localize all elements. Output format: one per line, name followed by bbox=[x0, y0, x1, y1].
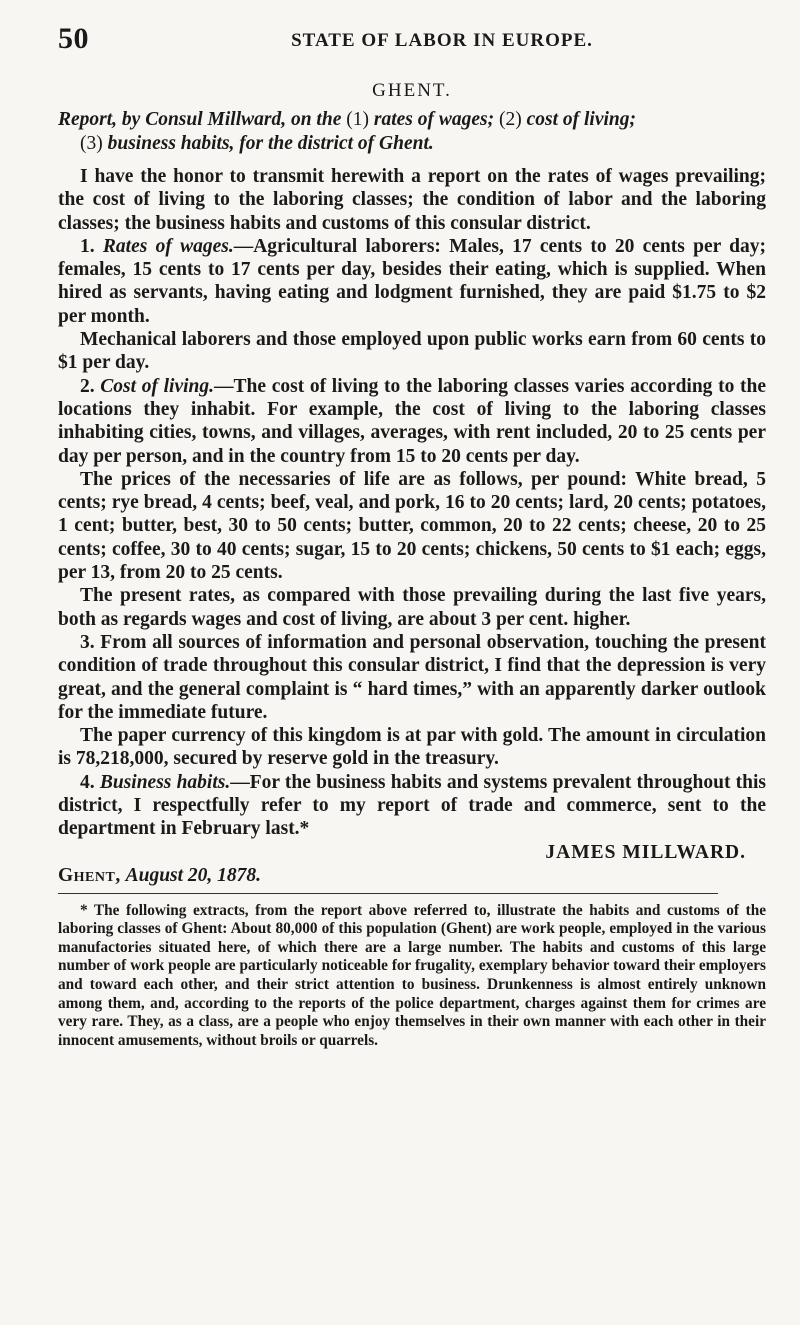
currency-paragraph: The paper currency of this kingdom is at par with gold. The amount in circulation is 78,218,000, secured by reserve gold in the treasury. bbox=[58, 725, 766, 770]
subtitle-lead: Report, by Consul Millward, on the bbox=[58, 109, 342, 130]
dateline bbox=[58, 864, 766, 887]
subtitle-item-3: business habits, for the district of Ghent. bbox=[107, 132, 434, 154]
report-body bbox=[58, 165, 766, 841]
subtitle-number-3: (3) bbox=[80, 132, 103, 154]
business-heading: Business habits. bbox=[99, 771, 231, 793]
subtitle-item-2: cost of living; bbox=[526, 109, 637, 130]
running-title: STATE OF LABOR IN EUROPE. bbox=[291, 30, 593, 51]
mechanical-paragraph: Mechanical laborers and those employed upon public works earn from 60 cents to $1 per day. bbox=[58, 329, 766, 374]
wages-paragraph bbox=[58, 235, 766, 328]
present-rates-paragraph: The present rates, as compared with those prevailing during the last five years, both as regards wages and cost of living, are about 3 per cent. higher. bbox=[58, 585, 766, 630]
intro-paragraph: I have the honor to transmit herewith a report on the rates of wages prevailing; the cost of living to the laboring classes; the condition of labor and the laboring classes; the business habits and customs of this consular district. bbox=[58, 166, 766, 234]
footnote bbox=[58, 902, 766, 1051]
subtitle-number-1: (1) bbox=[346, 109, 369, 130]
section-title: GHENT. bbox=[372, 80, 452, 101]
report-subtitle bbox=[58, 108, 766, 155]
dateline-place: Ghent, bbox=[58, 864, 121, 886]
prices-paragraph: The prices of the necessaries of life are as follows, per pound: White bread, 5 cents; rye bread, 4 cents; beef, veal, and pork, 16 to 20 cents; lard, 20 cents; potatoes, 1 cent; butter, best, 30 to 50 cents; butter, common, 20 to 22 cents; cheese, 20 to 25 cents; coffee, 30 to 40 cents; sugar, 15 to 20 cents; chickens, 50 cents to $1 each; eggs, per 13, from 20 to 25 cents. bbox=[58, 468, 766, 584]
business-paragraph bbox=[58, 771, 766, 841]
page-number: 50 bbox=[58, 22, 89, 55]
business-text: —For the business habits and systems prevalent throughout this district, I respectfully refer to my report of trade and commerce, sent to the department in February last.* bbox=[58, 771, 766, 840]
living-text: —The cost of living to the laboring classes varies according to the locations they inhabit. For example, the cost of living to the laboring classes inhabiting cities, towns, and villages, averages, with rent included, 20 to 25 cents per day per person, and in the country from 15 to 20 cents per day. bbox=[58, 375, 767, 467]
footnote-rule bbox=[58, 893, 718, 894]
running-head bbox=[58, 22, 766, 62]
trade-paragraph: 3. From all sources of information and personal observation, touching the present condition of trade throughout this consular district, I find that the depression is very great, and the general complaint is “ hard times,” with an apparently darker outlook for the immediate future. bbox=[58, 631, 766, 723]
living-paragraph bbox=[58, 375, 766, 468]
wages-text: —Agricultural laborers: Males, 17 cents to 20 cents per day; females, 15 cents to 17 cents per day, besides their eating, which is supplied. When hired as servants, having eating and lodgment furnished, they are paid $1.75 to $2 per month. bbox=[58, 235, 767, 327]
page bbox=[58, 22, 766, 1050]
footnote-text: * The following extracts, from the report above referred to, illustrate the habits and customs of the laboring classes of Ghent: About 80,000 of this population (Ghent) are work people, employed in the various manufactories situated here, of which there are a large number. The habits and customs of this large number of work people are particularly noticeable for frugality, exemplary behavior toward their employers and toward each other, and their strict attention to business. Drunkenness is almost entirely unknown among them, and, according to the reports of the police department, charges against them for crimes are very rare. They, as a class, are a people who enjoy themselves in their own manner with each other in their innocent amusements, without broils or quarrels. bbox=[58, 901, 766, 1049]
living-number: 2. bbox=[80, 375, 95, 397]
wages-heading: Rates of wages. bbox=[102, 235, 234, 257]
subtitle-number-2: (2) bbox=[498, 109, 522, 130]
subtitle-item-1: rates of wages; bbox=[373, 109, 495, 130]
living-heading: Cost of living. bbox=[100, 375, 215, 397]
subtitle-line-2 bbox=[58, 132, 766, 156]
wages-number: 1. bbox=[80, 235, 95, 257]
signature: JAMES MILLWARD. bbox=[545, 841, 746, 863]
dateline-date: August 20, 1878. bbox=[125, 864, 262, 886]
business-number: 4. bbox=[80, 771, 95, 793]
